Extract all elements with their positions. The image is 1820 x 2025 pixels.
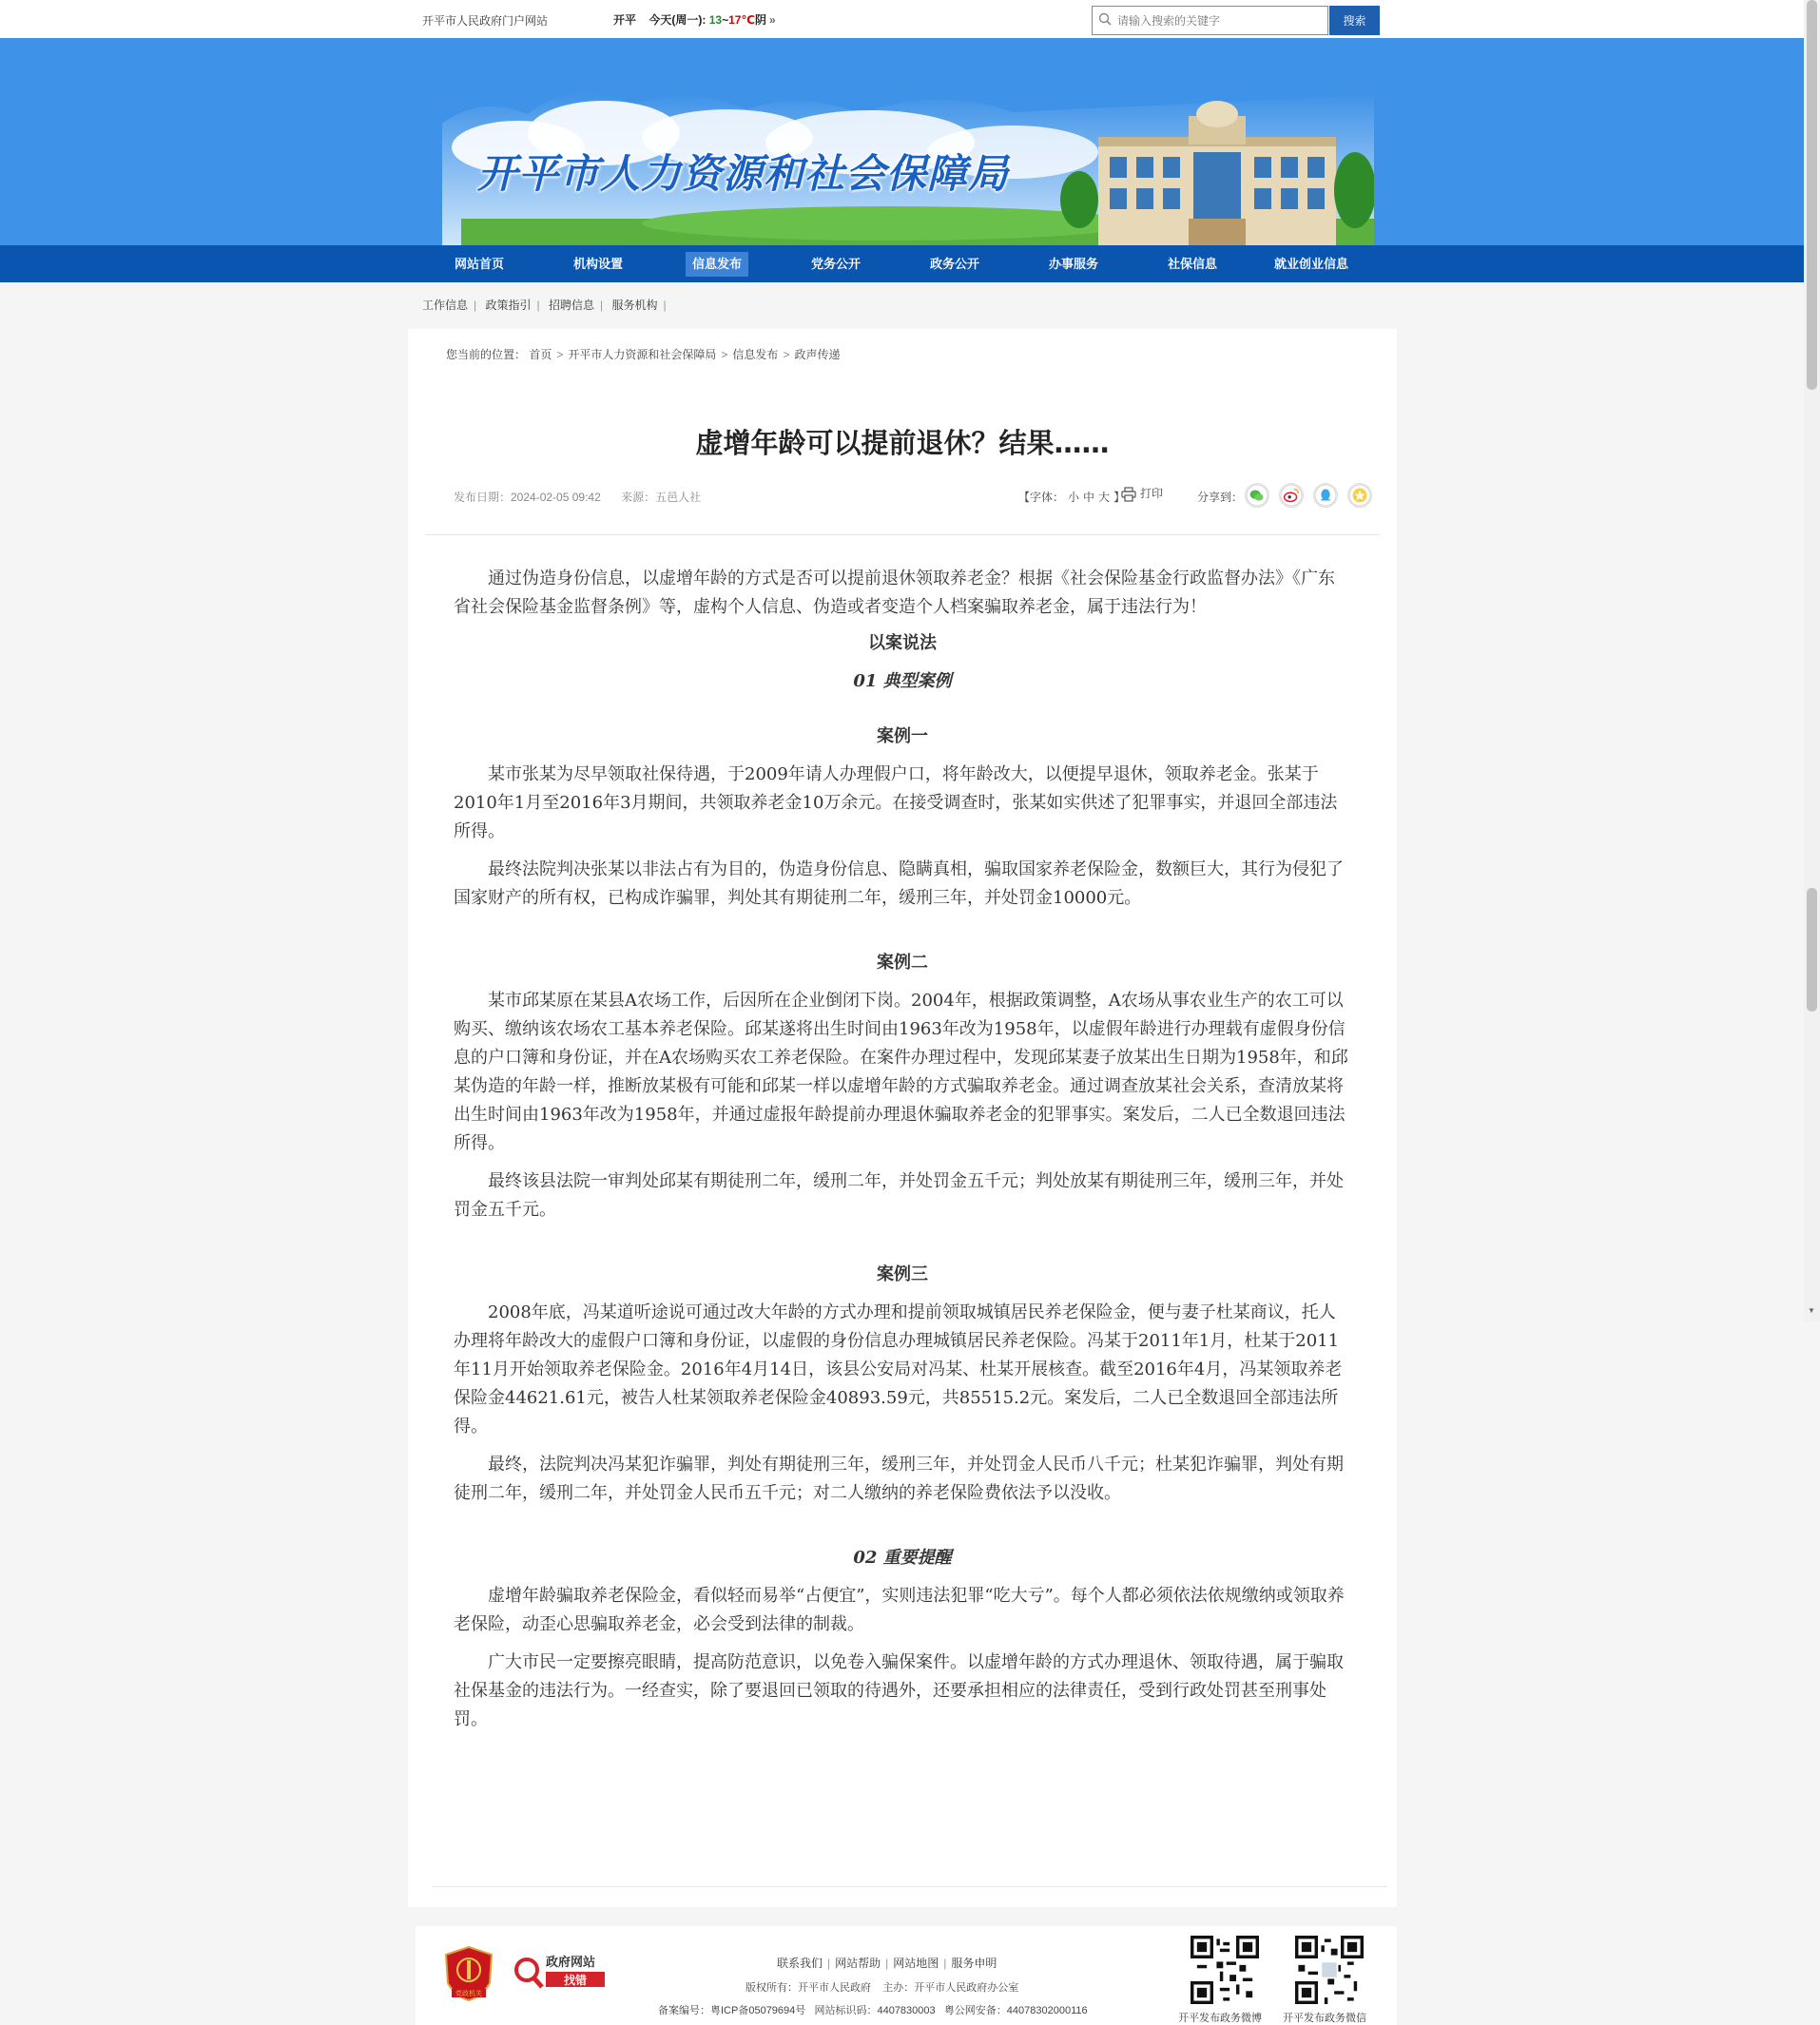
breadcrumb-info[interactable]: 信息发布 xyxy=(732,348,779,361)
case3-paragraph-1: 2008年底，冯某道听途说可通过改大年龄的方式办理和提前领取城镇居民养老保险金，便与妻子杜某商议，托人办理将年龄改大的虚假户口簿和身份证，以虚假的身份信息办理城镇居民养老保险。冯某于2011年1月，杜某于2011年11月开始领取养老保险金。2016年4月14日，该县公安局对冯某、杜某开展核查。截至2016年4月，冯某领取养老保险金44621.61元，被告人杜某领取养老保险金40893.59元，共85515.2元。案发后，二人已全数退回全部违法所得。 xyxy=(454,1302,1343,1437)
search-icon xyxy=(1098,12,1112,26)
top-bar xyxy=(0,0,1804,38)
host-text: 主办：开平市人民政府办公室 xyxy=(882,1982,1019,1994)
scrollbar-thumb[interactable] xyxy=(1807,0,1817,390)
nav-item-service[interactable]: 办事服务 xyxy=(1049,257,1099,271)
weather-temp-unit: ℃ xyxy=(741,13,755,27)
wechat-qr-code xyxy=(1295,1936,1364,2004)
reminder-paragraph-1: 虚增年龄骗取养老保险金，看似轻而易举“占便宜”，实则违法犯罪“吃大亏”。每个人都必须依法依规缴纳或领取养老保险，动歪心思骗取养老金，必会受到法律的制裁。 xyxy=(454,1586,1345,1634)
intro-paragraph: 通过伪造身份信息，以虚增年龄的方式是否可以提前退休领取养老金？根据《社会保险基金行政监督办法》《广东省社会保险基金监督条例》等，虚构个人信息、伪造或者变造个人档案骗取养老金，属于违法行为！ xyxy=(454,569,1335,617)
printer-icon xyxy=(1121,487,1136,502)
report-error-sub: 找错 xyxy=(563,1974,588,1987)
weather-temp-low: 13 xyxy=(708,13,723,27)
separator: | xyxy=(827,1957,831,1970)
breadcrumb-prefix: 您当前的位置： xyxy=(446,348,527,361)
case2-paragraph-2: 最终该县法院一审判处邱某有期徒刑二年，缓刑二年，并处罚金五千元；判处放某有期徒刑三年，缓刑三年，并处罚金五千元。 xyxy=(454,1171,1344,1220)
case3-heading: 案例三 xyxy=(877,1264,928,1284)
search-box xyxy=(1092,6,1328,35)
party-gov-emblem-icon[interactable] xyxy=(444,1945,494,2002)
footer-link-statement[interactable]: 服务申明 xyxy=(951,1957,997,1970)
separator: > xyxy=(556,348,564,361)
weather-temp-sep: ~ xyxy=(722,13,729,27)
divider xyxy=(425,534,1380,535)
nav-item-org[interactable]: 机构设置 xyxy=(573,257,624,271)
font-label: 【字体： xyxy=(1018,491,1065,504)
footer-copyright xyxy=(745,1979,1018,1995)
footer-link-contact[interactable]: 联系我们 xyxy=(777,1957,823,1970)
copyright-text: 版权所有：开平市人民政府 xyxy=(745,1982,871,1994)
weather-temp-high: 17 xyxy=(728,13,742,27)
subnav-item-policy[interactable]: 政策指引 xyxy=(485,299,532,312)
footer-link-help[interactable]: 网站帮助 xyxy=(835,1957,881,1970)
case1-heading: 案例一 xyxy=(877,726,928,746)
article-title: 虚增年龄可以提前退休？结果…… xyxy=(695,427,1110,459)
case1-paragraph-2: 最终法院判决张某以非法占有为目的，伪造身份信息、隐瞒真相，骗取国家养老保险金，数额巨大，其行为侵犯了国家财产的所有权，已构成诈骗罪，判处其有期徒刑二年，缓刑三年，并处罚金10000元。 xyxy=(454,859,1344,908)
reminder-paragraph-2: 广大市民一定要擦亮眼睛，提高防范意识，以免卷入骗保案件。以虚增年龄的方式办理退休、领取待遇，属于骗取社保基金的违法行为。一经查实，除了要退回已领取的待遇外，还要承担相应的法律责任，受到行政处罚甚至刑事处罚。 xyxy=(454,1652,1344,1729)
emblem-text: 党政机关 xyxy=(455,1990,482,1997)
divider xyxy=(433,1886,1387,1887)
footer-links xyxy=(777,1955,997,1971)
banner-title: 开平市人力资源和社会保障局 xyxy=(477,150,1010,197)
weibo-qr-caption: 开平发布政务微博 xyxy=(1178,2013,1262,2024)
footer-link-sitemap[interactable]: 网站地图 xyxy=(893,1957,939,1970)
separator: | xyxy=(663,299,667,312)
print-button[interactable] xyxy=(1121,485,1163,502)
separator: > xyxy=(783,348,790,361)
case1-paragraph-1: 某市张某为尽早领取社保待遇，于2009年请人办理假户口，将年龄改大，以便提早退休，领取养老金。张某于2010年1月至2016年3月期间，共领取养老金10万余元。在接受调查时，张某如实供述了犯罪事实，并退回全部违法所得。 xyxy=(454,764,1338,841)
nav-item-gov[interactable]: 政务公开 xyxy=(930,257,980,271)
subnav-item-service[interactable]: 服务机构 xyxy=(611,299,658,312)
article-meta xyxy=(454,489,701,505)
main-nav xyxy=(0,245,1804,282)
article-source: 来源：五邑人社 xyxy=(621,491,702,504)
breadcrumb-bureau[interactable]: 开平市人力资源和社会保障局 xyxy=(568,348,717,361)
section-heading-case-law: 以案说法 xyxy=(868,633,937,653)
print-label: 打印 xyxy=(1140,487,1164,500)
case2-paragraph-1: 某市邱某原在某县A农场工作，后因所在企业倒闭下岗。2004年，根据政策调整，A农场从事农业生产的农工可以购买、缴纳该农场农工基本养老保险。邱某遂将出生时间由1963年改为1958年，以虚假年龄进行办理载有虚假身份信息的户口簿和身份证，并在A农场购买农工养老保险。在案件办理过程中，发现邱某妻子放某出生日期为1958年，和邱某伪造的年龄一样，推断放某极有可能和邱某一样以虚增年龄的方式骗取养老金。通过调查放某社会关系，查清放某将出生时间由1963年改为1958年，并通过虚报年龄提前办理退休骗取养老金的犯罪事实。案发后，二人已全数退回违法所得。 xyxy=(454,991,1348,1153)
nav-item-party[interactable]: 党务公开 xyxy=(811,257,862,271)
separator: | xyxy=(599,299,604,312)
separator: | xyxy=(536,299,540,312)
weather-condition: 阴 xyxy=(754,13,766,27)
icp-text[interactable]: 备案编号：粤ICP备05079694号 xyxy=(658,2005,806,2016)
separator: | xyxy=(885,1957,889,1970)
nav-item-home[interactable]: 网站首页 xyxy=(455,257,505,271)
font-large-button[interactable]: 大 xyxy=(1098,491,1111,504)
qq-icon[interactable] xyxy=(1313,483,1338,508)
nav-item-employment[interactable]: 就业创业信息 xyxy=(1274,257,1349,271)
weather-city: 开平 xyxy=(613,13,637,27)
weather-today: 今天(周一): xyxy=(649,13,707,27)
font-size-control xyxy=(1016,489,1127,505)
footer xyxy=(416,1926,1397,2025)
banner xyxy=(0,38,1804,245)
favorite-star-icon[interactable] xyxy=(1347,483,1372,508)
sub-nav xyxy=(422,297,672,313)
site-name-link[interactable]: 开平市人民政府门户网站 xyxy=(422,14,549,28)
breadcrumb-home[interactable]: 首页 xyxy=(529,348,552,361)
search-button[interactable]: 搜索 xyxy=(1329,6,1380,35)
nav-item-social[interactable]: 社保信息 xyxy=(1168,257,1218,271)
font-medium-button[interactable]: 中 xyxy=(1083,491,1095,504)
nav-item-info[interactable]: 信息发布 xyxy=(686,252,748,277)
breadcrumb xyxy=(446,346,840,362)
report-error-logo[interactable] xyxy=(513,1951,609,1993)
weather-widget[interactable] xyxy=(613,11,776,28)
publish-date: 发布日期：2024-02-05 09:42 xyxy=(454,491,601,504)
footer-registration xyxy=(658,2002,1088,2017)
report-error-title: 政府网站 xyxy=(546,1956,596,1970)
section-heading-typical: 01 典型案例 xyxy=(853,671,952,691)
police-record-text[interactable]: 粤公网安备：44078302000116 xyxy=(943,2005,1088,2016)
breadcrumb-current[interactable]: 政声传递 xyxy=(794,348,841,361)
case3-paragraph-2: 最终，法院判决冯某犯诈骗罪，判处有期徒刑三年，缓刑三年，并处罚金人民币八千元；杜某犯诈骗罪，判处有期徒刑二年，缓刑二年，并处罚金人民币五千元；对二人缴纳的养老保险费依法予以没收。 xyxy=(454,1455,1344,1503)
separator: | xyxy=(474,299,477,312)
subnav-item-work[interactable]: 工作信息 xyxy=(422,299,469,312)
separator: > xyxy=(721,348,728,361)
article-body xyxy=(454,565,1351,1744)
section-heading-reminder: 02 重要提醒 xyxy=(853,1548,952,1568)
case2-heading: 案例二 xyxy=(877,953,928,973)
share-label: 分享到： xyxy=(1197,491,1244,504)
search-input[interactable] xyxy=(1117,11,1322,30)
wechat-icon[interactable] xyxy=(1245,483,1269,508)
site-id-text: 网站标识码：4407830003 xyxy=(814,2005,936,2016)
scrollbar-thumb[interactable] xyxy=(1807,888,1817,1012)
wechat-qr-caption: 开平发布政务微信 xyxy=(1283,2013,1366,2024)
weibo-icon[interactable] xyxy=(1279,483,1304,508)
content-scrollbar[interactable] xyxy=(1804,884,1820,1321)
separator: | xyxy=(943,1957,947,1970)
font-small-button[interactable]: 小 xyxy=(1068,491,1080,504)
font-close: 】 xyxy=(1113,491,1126,504)
subnav-item-recruit[interactable]: 招聘信息 xyxy=(548,299,594,312)
weibo-qr-code xyxy=(1191,1936,1259,2004)
main-content xyxy=(408,329,1397,1907)
scroll-down-icon[interactable]: ▼ xyxy=(1808,1306,1815,1315)
chevron-right-icon[interactable]: » xyxy=(768,13,776,27)
